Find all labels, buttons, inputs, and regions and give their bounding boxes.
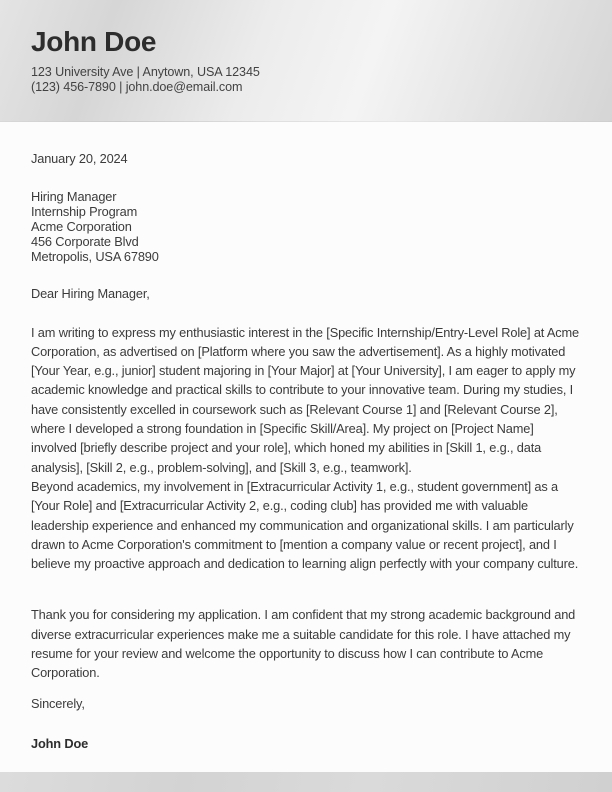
recipient-title: Hiring Manager [31, 189, 117, 205]
footer-band [0, 772, 612, 792]
recipient-street: 456 Corporate Blvd [31, 234, 139, 250]
sender-phone-email: (123) 456-7890 | john.doe@email.com [31, 80, 243, 95]
recipient-company: Acme Corporation [31, 219, 132, 235]
letterhead [0, 0, 612, 122]
signature-name: John Doe [31, 735, 89, 751]
body-paragraph-intro: I am writing to express my enthusiastic interest in the [Specific Internship/Entry-Level Role] at Acme Corporation, as advertised on [Platform where you saw the advertisement]. As a highly motivated [Your Year, e.g., junior] student majoring in [Your Major] at [Your University], I am eager to apply my academic knowledge and practical skills to contribute to your innovative team. During my studies, I have consistently excelled in coursework such as [Relevant Course 1] and [Relevant Course 2], where I developed a strong foundation in [Specific Skill/Area]. My project on [Project Name] involved [briefly describe project and your role], which honed my abilities in [Skill 1, e.g., data analysis], [Skill 2, e.g., problem-solving], and [Skill 3, e.g., teamwork]. [31, 324, 580, 475]
recipient-block [31, 189, 581, 264]
letter-body [0, 122, 612, 772]
letter-date: January 20, 2024 [31, 151, 128, 166]
sender-name: John Doe [31, 26, 157, 57]
body-paragraph-thanks: Thank you for considering my application. I am confident that my strong academic background and diverse extracurricular experiences make me a suitable candidate for this role. I have attached my resume for your review and welcome the opportunity to discuss how I can contribute to Acme Corporation. [31, 607, 576, 681]
closing-valediction: Sincerely, [31, 695, 85, 711]
recipient-program: Internship Program [31, 204, 138, 220]
sender-address: 123 University Ave | Anytown, USA 12345 [31, 64, 260, 79]
salutation: Dear Hiring Manager, [31, 286, 150, 302]
body-paragraph-extracurricular: Beyond academics, my involvement in [Extracurricular Activity 1, e.g., student government] as a [Your Role] and [Extracurricular Activity 2, e.g., coding club] has provided me with valuable leadership experience and enhanced my communication and organizational skills. I am particularly drawn to Acme Corporation's commitment to [mention a company value or recent project], and I believe my proactive approach and dedication to learning align perfectly with your company culture. [31, 478, 579, 572]
recipient-city: Metropolis, USA 67890 [31, 249, 159, 265]
